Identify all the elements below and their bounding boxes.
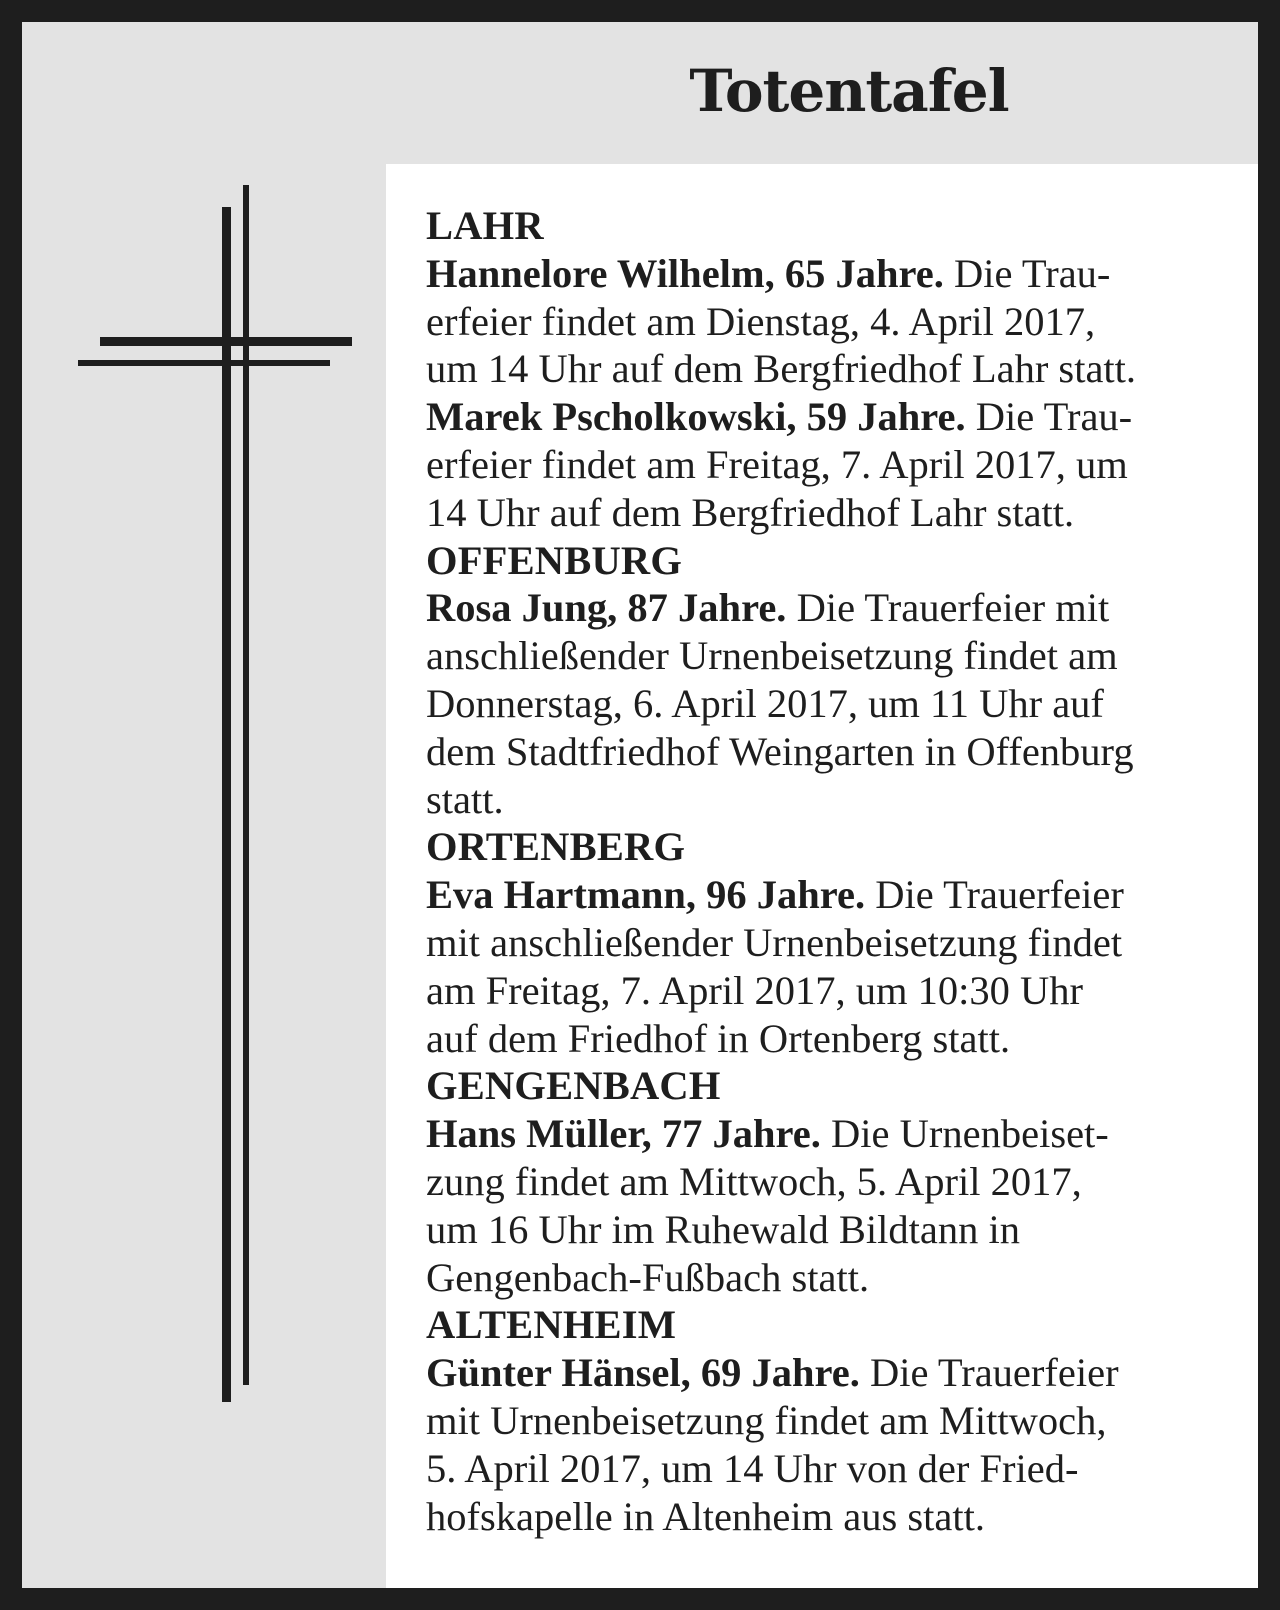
notice-text: anschließender Urnenbeisetzung findet am [426,633,1118,679]
place-heading: GENGENBACH [426,1063,721,1109]
notice-text: Die Trau- [965,394,1133,440]
notice-line [426,1445,1236,1493]
notice-line [426,1110,1236,1158]
cross-vertical-bar [222,207,231,1402]
obituary-content [386,164,1258,1588]
notice-line [426,489,1236,537]
notice-text: Die Trauerfeier [865,872,1124,918]
place-heading: ORTENBERG [426,824,686,870]
place-heading: OFFENBURG [426,537,683,583]
deceased-name: Günter Hänsel, 69 Jahre. [426,1350,860,1396]
place-heading: LAHR [426,203,544,248]
notice-text: erfeier findet am Freitag, 7. April 2017, um [426,441,1128,487]
notice-text: dem Stadtfriedhof Weingarten in Offenburg [426,728,1134,774]
notice-line [426,919,1236,967]
notice-text: Die Trauerfeier mit [786,585,1110,631]
notice-text: am Freitag, 7. April 2017, um 10:30 Uhr [426,967,1083,1013]
cross-horizontal-bar [100,337,352,346]
deceased-name: Marek Pscholkowski, 59 Jahre. [426,394,966,440]
notice-line [426,871,1236,919]
notice-line [426,1493,1236,1541]
cross-icon [72,182,362,1412]
deceased-name: Eva Hartmann, 96 Jahre. [426,872,866,918]
notice-text: erfeier findet am Dienstag, 4. April 2017, [426,298,1096,344]
notice-line [426,776,1236,824]
notice-line [426,584,1236,632]
notice-text: Gengenbach-Fußbach statt. [426,1254,870,1300]
deceased-name: Hans Müller, 77 Jahre. [426,1111,821,1157]
notice-line [426,1015,1236,1063]
notice-text: mit anschließender Urnenbeisetzung findet [426,919,1123,965]
notice-line [426,967,1236,1015]
cross-horizontal-thin-bar [78,360,330,366]
notice-line [426,1254,1236,1302]
notice-text: zung findet am Mittwoch, 5. April 2017, [426,1158,1082,1204]
notice-line [426,1158,1236,1206]
notice-text: Die Trau- [943,250,1111,296]
deceased-name: Hannelore Wilhelm, 65 Jahre. [426,250,944,296]
notice-text: Die Urnenbeiset- [820,1111,1109,1157]
notice-line [426,680,1236,728]
notice-text: 14 Uhr auf dem Bergfriedhof Lahr statt. [426,489,1075,535]
notice-line [426,393,1236,441]
notice-text: auf dem Friedhof in Ortenberg statt. [426,1015,1011,1061]
notice-text: hofskapelle in Altenheim aus statt. [426,1493,986,1539]
deceased-name: Rosa Jung, 87 Jahre. [426,585,787,631]
notice-text: Donnerstag, 6. April 2017, um 11 Uhr auf [426,680,1104,726]
notice-line [426,298,1236,346]
notice-line [426,250,1236,298]
page-title: Totentafel [689,57,1009,125]
obituary-list [426,202,1236,1540]
notice-text: um 16 Uhr im Ruhewald Bildtann in [426,1206,1020,1252]
notice-line [426,632,1236,680]
notice-line [426,441,1236,489]
place-heading: ALTENHEIM [426,1302,677,1348]
notice-text: um 14 Uhr auf dem Bergfriedhof Lahr statt. [426,346,1137,392]
notice-text: mit Urnenbeisetzung findet am Mittwoch, [426,1397,1107,1443]
notice-line [426,1397,1236,1445]
notice-line [426,1349,1236,1397]
notice-line [426,345,1236,393]
notice-text: Die Trauerfeier [859,1350,1119,1396]
notice-text: 5. April 2017, um 14 Uhr von der Fried- [426,1445,1079,1491]
notice-line [426,1206,1236,1254]
notice-line [426,728,1236,776]
notice-text: statt. [426,776,504,822]
